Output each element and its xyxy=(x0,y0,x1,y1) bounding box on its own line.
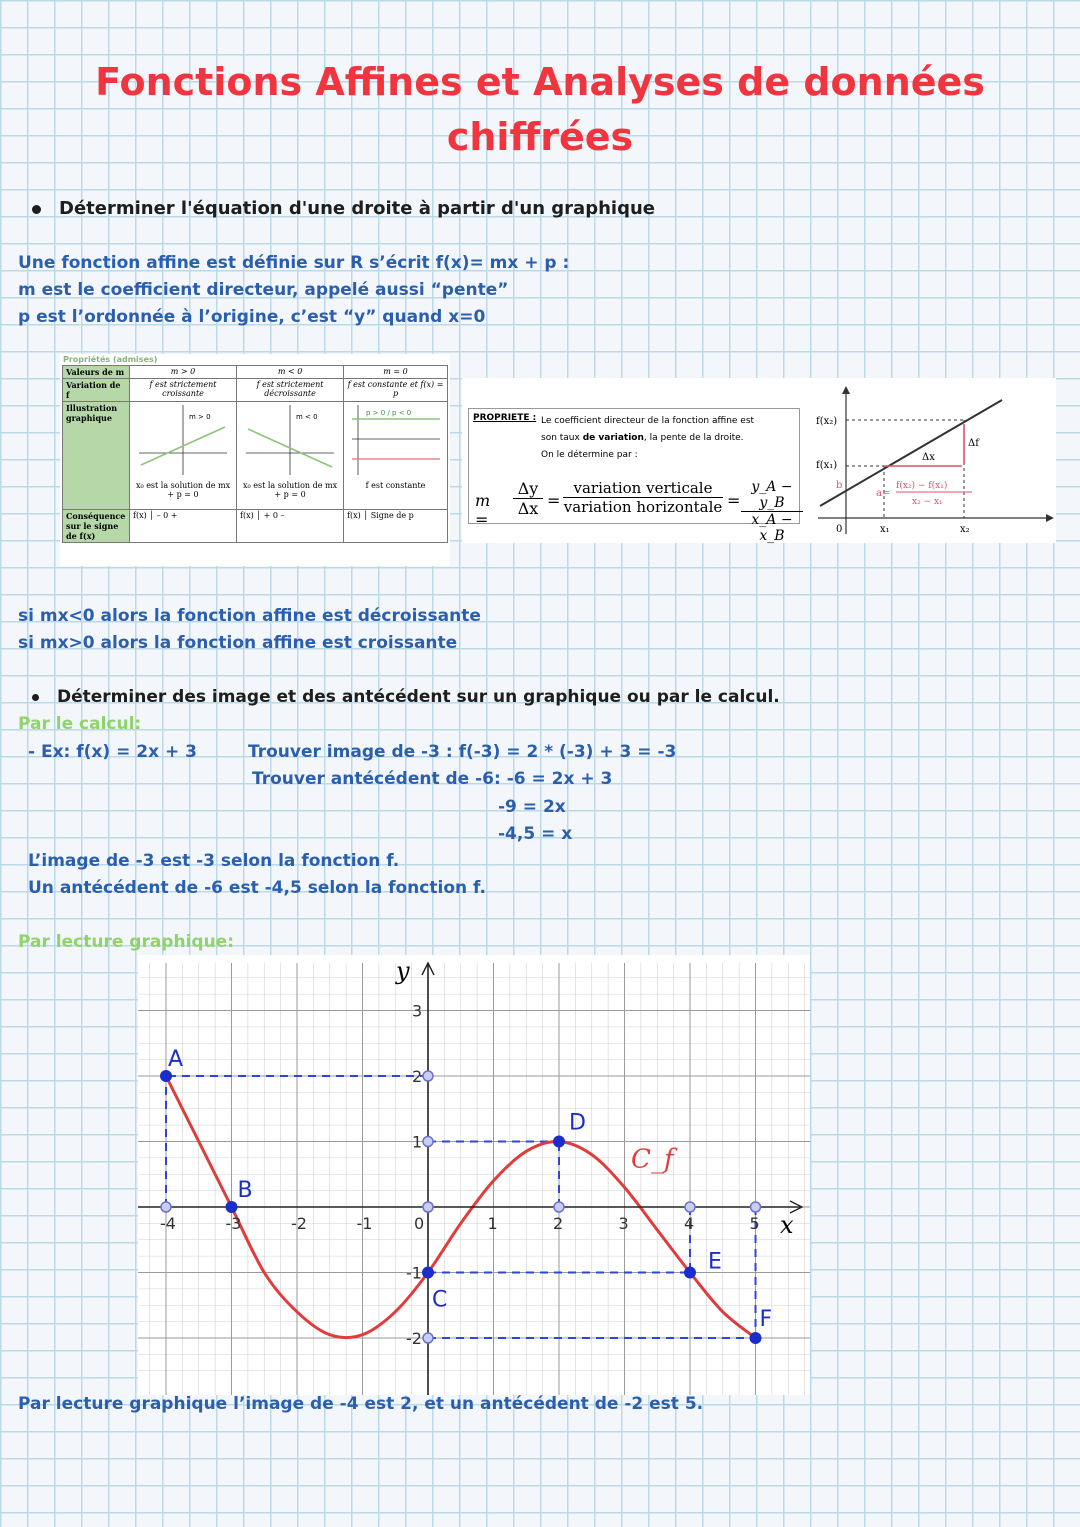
bullet-icon xyxy=(32,694,39,701)
definition-line-3: p est l’ordonnée à l’origine, c’est “y” quand x=0 xyxy=(18,307,486,327)
constant-line-graph xyxy=(348,403,444,479)
image-calculation: Trouver image de -3 : f(-3) = 2 * (-3) + 3 = -3 xyxy=(248,742,677,762)
propriete-text-line: Le coefficient directeur de la fonction affine est xyxy=(541,416,755,426)
row-label-sign: Conséquence sur le signe de f(x) xyxy=(63,510,130,543)
y-tick-label: 2 xyxy=(412,1067,423,1086)
x-tick-label: 1 xyxy=(487,1214,498,1233)
point-label-e: E xyxy=(708,1249,722,1275)
labeled-points xyxy=(160,1047,772,1344)
x-axis-label: x xyxy=(780,1211,794,1239)
label-fx1: f(x₁) xyxy=(816,460,838,471)
increasing-rule: si mx>0 alors la fonction affine est croissante xyxy=(18,633,458,653)
x-tick-label: 4 xyxy=(684,1214,695,1233)
illustration-caption: x₀ est la solution de mx + p = 0 xyxy=(135,481,231,499)
numerator: Δy xyxy=(517,479,539,498)
illustration-cell xyxy=(237,402,344,510)
definition-line-2: m est le coefficient directeur, appelé aussi “pente” xyxy=(18,280,509,300)
col-value: m = 0 xyxy=(344,366,448,379)
decreasing-rule: si mx<0 alors la fonction affine est décroissante xyxy=(18,606,481,626)
col-value: m > 0 xyxy=(130,366,237,379)
point-c xyxy=(422,1267,434,1279)
numerator: y_A − y_B xyxy=(751,479,793,511)
properties-caption: Propriétés (admises) xyxy=(63,355,158,364)
x-tick-label: 2 xyxy=(553,1214,564,1233)
conclusion-antecedent: Un antécédent de -6 est -4,5 selon la fonction f. xyxy=(28,878,486,898)
fraction-coords xyxy=(741,479,803,544)
illustration-cell xyxy=(130,402,237,510)
fx-label: f(x) xyxy=(347,511,361,520)
slope-diagram xyxy=(812,384,1056,542)
point-f xyxy=(750,1332,762,1344)
x-tick-label: -3 xyxy=(225,1214,242,1233)
bullet-icon xyxy=(32,205,41,214)
propriete-text-line xyxy=(541,430,754,447)
numerator: variation verticale xyxy=(573,479,713,497)
tick-labels xyxy=(160,1002,760,1349)
label-b: b xyxy=(836,480,843,491)
label-x2: x₂ xyxy=(960,524,970,535)
fx-label: f(x) xyxy=(133,511,147,520)
label-delta-x: Δx xyxy=(922,452,935,463)
x-tick-label: 5 xyxy=(749,1214,760,1233)
properties-table xyxy=(62,365,448,543)
point-label-f: F xyxy=(759,1307,773,1332)
fraction-delta xyxy=(513,479,543,518)
point-label-c: C xyxy=(432,1287,448,1313)
decreasing-line-graph xyxy=(242,403,338,479)
section2-heading: Déterminer des image et des antécédent sur un graphique ou par le calcul. xyxy=(32,687,780,707)
y-tick-label: -2 xyxy=(406,1329,422,1348)
denominator: x_A − x_B xyxy=(741,511,803,544)
sign-cell: f(x) │ Signe de p xyxy=(344,510,448,543)
point-label-a: A xyxy=(168,1047,184,1072)
by-graph-label: Par lecture graphique: xyxy=(18,932,234,952)
axis-projection-point xyxy=(423,1333,433,1343)
label-fx2: f(x₂) xyxy=(816,416,838,427)
axis-projection-point xyxy=(161,1202,171,1212)
label-a: a= xyxy=(876,488,891,499)
example-function: - Ex: f(x) = 2x + 3 xyxy=(28,742,197,762)
graph-label: m < 0 xyxy=(296,413,318,421)
sign-cell: f(x) │ – 0 + xyxy=(130,510,237,543)
axis-projection-point xyxy=(554,1202,564,1212)
slope-property-card xyxy=(462,378,1056,543)
col-value: m < 0 xyxy=(237,366,344,379)
label-num: f(x₂) − f(x₁) xyxy=(896,481,948,491)
fx-label: f(x) xyxy=(240,511,254,520)
graph-label: m > 0 xyxy=(189,413,211,421)
propriete-text-line: On le détermine par : xyxy=(541,450,638,460)
axis-projection-point xyxy=(423,1202,433,1212)
y-tick-label: -1 xyxy=(406,1263,422,1283)
propriete-text xyxy=(541,413,754,464)
antecedent-calculation: Trouver antécédent de -6: -6 = 2x + 3 xyxy=(252,769,613,789)
point-d xyxy=(553,1136,565,1148)
illustration-caption: x₀ est la solution de mx + p = 0 xyxy=(242,481,338,499)
row-label-values: Valeurs de m xyxy=(63,366,130,379)
x-tick-label: -4 xyxy=(160,1214,176,1233)
illustration-caption: f est constante xyxy=(365,481,426,490)
definition-line-1: Une fonction affine est définie sur R s’écrit f(x)= mx + p : xyxy=(18,253,570,273)
properties-table-card xyxy=(60,354,450,566)
graph-conclusion: Par lecture graphique l’image de -4 est 2, et un antécédent de -2 est 5. xyxy=(18,1394,704,1414)
sign-values: + 0 – xyxy=(263,511,285,520)
propriete-box: PROPRIETE : Le coefficient directeur de la fonction affine est son taux de variation, la pente de la droite. On le détermine par : m = $\frac{\Delta y}{\Delta x}$ = variation verticale variation horizontale = $\frac{y\_A - y\_B}{x\_A - x\_B}$ xyxy=(468,408,800,524)
text-part: de variation xyxy=(582,433,644,443)
point-b xyxy=(226,1201,238,1213)
label-x1: x₁ xyxy=(880,524,890,535)
section1-heading: Déterminer l'équation d'une droite à partir d'un graphique xyxy=(32,198,655,219)
formula-m: m = xyxy=(475,491,491,529)
by-calc-label: Par le calcul: xyxy=(18,714,142,734)
function-graph xyxy=(138,955,810,1395)
col-variation: f est constante et f(x) = p xyxy=(344,379,448,402)
x-tick-label: -2 xyxy=(291,1214,307,1233)
text-part: son taux xyxy=(541,433,583,443)
page-title-line1: Fonctions Affines et Analyses de données xyxy=(95,60,985,104)
sign-values: Signe de p xyxy=(370,511,414,520)
y-tick-label: 1 xyxy=(412,1132,423,1152)
row-label-illustration: Illustration graphique xyxy=(63,402,130,510)
increasing-line-graph xyxy=(135,403,231,479)
illustration-cell xyxy=(344,402,448,510)
sign-values: – 0 + xyxy=(156,511,178,520)
label-delta-f: Δf xyxy=(968,438,979,449)
axis-projection-point xyxy=(423,1071,433,1081)
col-variation: f est strictement croissante xyxy=(130,379,237,402)
label-zero: 0 xyxy=(836,524,843,535)
text-part: , la pente de la droite. xyxy=(643,433,744,443)
page-title-line2: chiffrées xyxy=(446,115,634,159)
x-tick-label: -1 xyxy=(356,1214,373,1233)
denominator: variation horizontale xyxy=(563,498,723,516)
curve-label: C_f xyxy=(631,1144,674,1175)
propriete-label: PROPRIETE : xyxy=(473,413,537,423)
sign-cell: f(x) │ + 0 – xyxy=(237,510,344,543)
y-axis-label: y xyxy=(396,957,410,985)
axis-projection-point xyxy=(685,1202,695,1212)
graph-label: p > 0 / p < 0 xyxy=(365,409,411,417)
fraction-words xyxy=(563,479,723,516)
conclusion-image: L’image de -3 est -3 selon la fonction f. xyxy=(28,851,400,871)
label-den: x₂ − x₁ xyxy=(912,497,943,507)
point-label-b: B xyxy=(237,1178,253,1203)
point-e xyxy=(684,1267,696,1279)
row-label-variation: Variation de f xyxy=(63,379,130,402)
col-variation: f est strictement décroissante xyxy=(237,379,344,402)
y-tick-label: 3 xyxy=(412,1001,423,1021)
antecedent-step-2: -4,5 = x xyxy=(498,824,573,844)
axis-projection-point xyxy=(751,1202,761,1212)
x-tick-label: 0 xyxy=(414,1214,425,1233)
x-tick-label: 3 xyxy=(618,1214,629,1233)
denominator: Δx xyxy=(513,498,543,518)
antecedent-step-1: -9 = 2x xyxy=(498,797,566,817)
point-label-d: D xyxy=(569,1110,586,1136)
axis-projection-point xyxy=(423,1137,433,1147)
